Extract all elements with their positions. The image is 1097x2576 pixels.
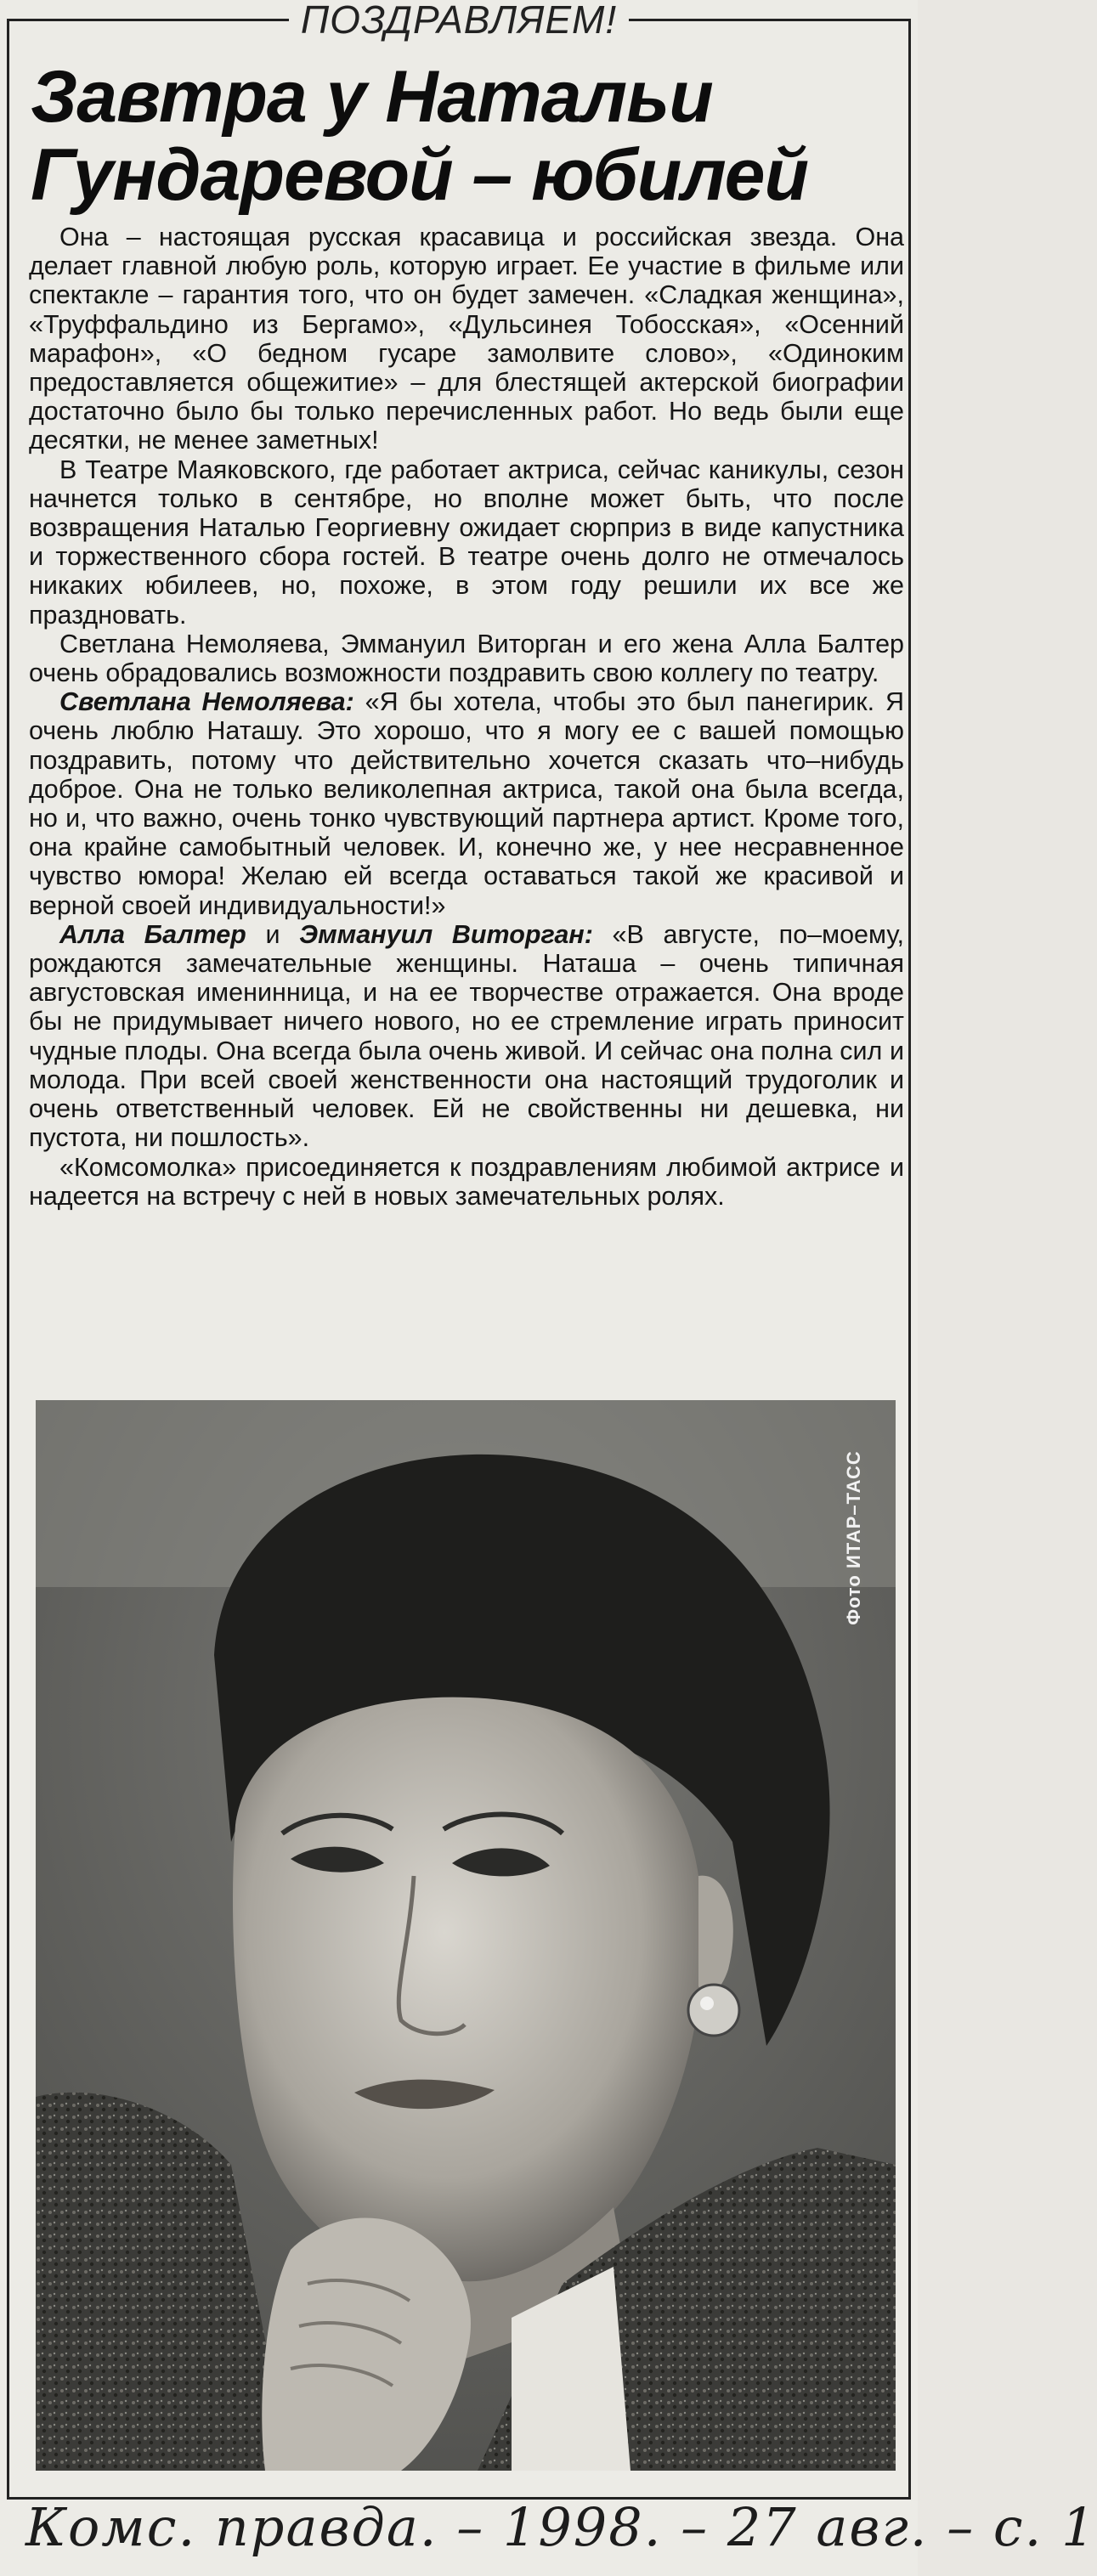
conjunction: и [246, 919, 300, 949]
headline-line-2: Гундаревой – юбилей [31, 134, 808, 216]
article-paragraph-3: Светлана Немоляева, Эммануил Виторган и его жена Алла Балтер очень обрадовались возможности поздравить свою коллегу по театру. [29, 629, 904, 688]
rubric-header [0, 0, 918, 42]
article-paragraph-1: Она – настоящая русская красавица и российская звезда. Она делает главной любую роль, которую играет. Ее участие в фильме или спектакле – гарантия того, что он будет замечен. «Сладкая женщина», «Труффальдино из Бергамо», «Дульсинея Тобосская», «Осенний марафон», «О бедном гусаре замолвите слово», «Одиноким предоставляется общежитие» – для блестящей актерской биографии достаточно было бы только перечисленных работ. Но ведь были еще десятки, не менее заметных! [29, 223, 904, 455]
article-paragraph-6: «Комсомолка» присоединяется к поздравлениям любимой актрисе и надеется на встречу с ней в новых замечательных ролях. [29, 1152, 904, 1211]
rubric-rule-right [656, 19, 911, 21]
portrait-photo-drawing [36, 1400, 896, 2471]
rubric-rule-left [7, 19, 262, 21]
speaker-vitorgan: Эммануил Виторган: [299, 919, 593, 949]
headline-line-1: Завтра у Натальи [31, 56, 713, 138]
photo-credit [837, 1436, 871, 1640]
quote-balter-vitorgan: «В августе, по–моему, рождаются замечательные женщины. Наташа – очень типичная августовская именинница, и на ее творчестве отражается. Она вроде бы не придумывает ничего нового, но ее стремление играть приносит чудные плоды. Она всегда была очень живой. И сейчас она полна сил и молода. При всей своей женственности она настоящий трудоголик и очень ответственный человек. Ей не свойственны ни дешевка, ни пустота, ни пошлость». [29, 919, 904, 1153]
article-paragraph-2: В Театре Маяковского, где работает актриса, сейчас каникулы, сезон начнется только в сентябре, но вполне может быть, что после возвращения Наталью Георгиевну ожидает сюрприз в виде капустника и торжественного сбора гостей. В театре очень долго не отмечалось никаких юбилеев, но, похоже, в этом году решили их все же праздновать. [29, 455, 904, 630]
handwritten-source-note: Комс. правда. – 1998. – 27 авг. – с. 1 [25, 2496, 1097, 2558]
quote-nemolyaeva: «Я бы хотела, чтобы это был панегирик. Я очень люблю Наташу. Это хорошо, что я могу ее с вашей помощью поздравить, потому что действительно хочется сказать что–нибудь доброе. Она не только великолепная актриса, такой она была всегда, но и, что важно, очень тонко чувствующий партнера артист. Кроме того, она крайне самобытный человек. И, конечно же, у нее несравненное чувство юмора! Желаю ей всегда оставаться такой же красивой и верной своей индивидуальности!» [29, 687, 904, 920]
article-body [29, 223, 904, 1211]
photo-credit-text: Фото ИТАР–ТАСС [843, 1450, 865, 1625]
article-paragraph-5 [29, 920, 904, 1153]
speaker-balter: Алла Балтер [59, 919, 246, 949]
portrait-photo [36, 1400, 896, 2471]
rubric-label: ПОЗДРАВЛЯЕМ! [289, 0, 629, 39]
article-paragraph-4 [29, 687, 904, 920]
speaker-nemolyaeva: Светлана Немоляева: [59, 687, 354, 717]
headline [31, 58, 889, 214]
